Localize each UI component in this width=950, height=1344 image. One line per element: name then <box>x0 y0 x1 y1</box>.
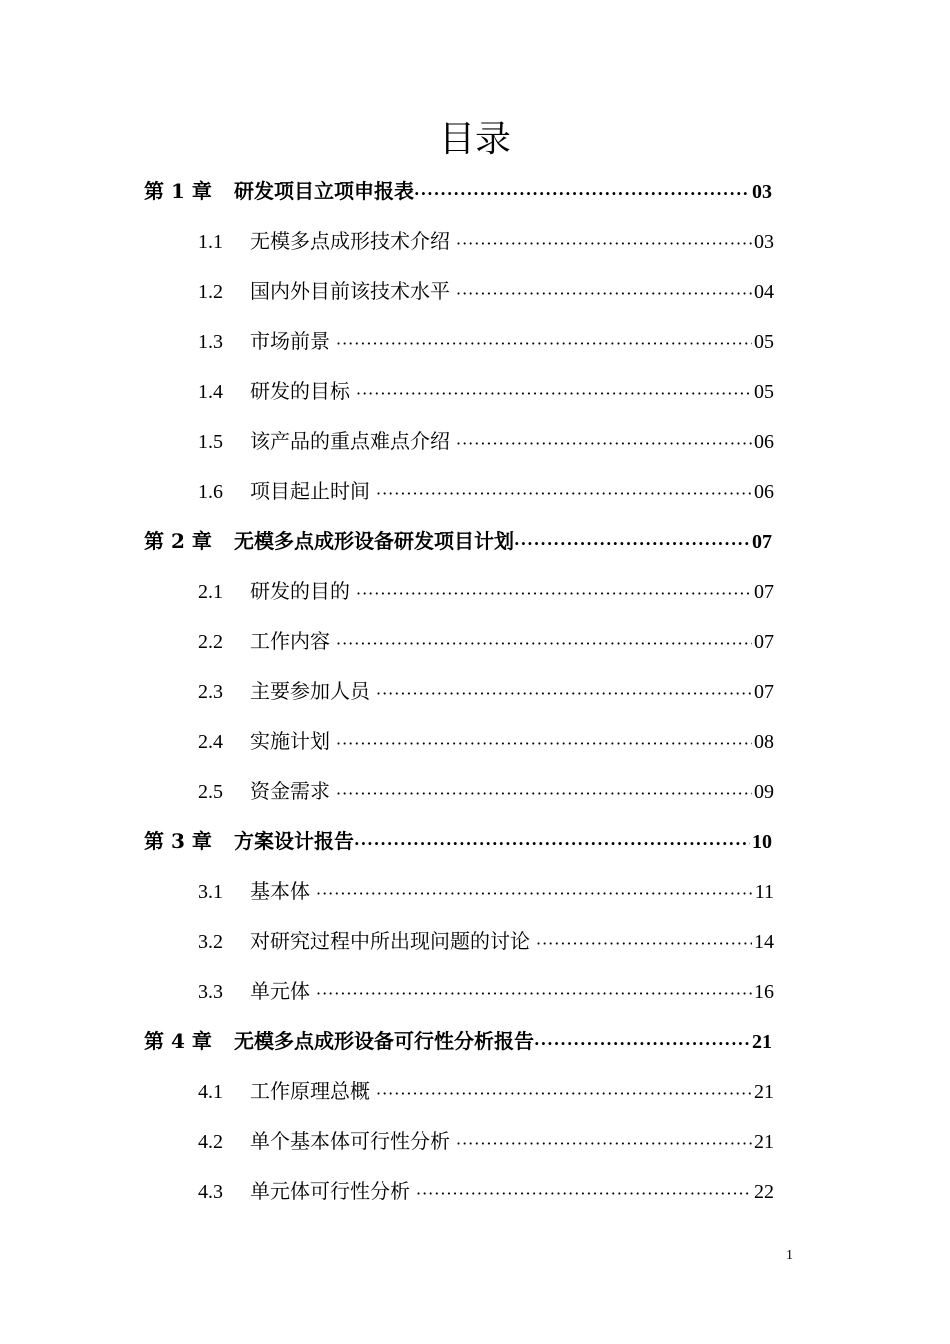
toc-page: 03 <box>754 231 774 253</box>
toc-number: 3.3 <box>198 981 223 1003</box>
dot-leader <box>514 534 750 554</box>
toc-title: 无模多点成形设备可行性分析报告 <box>234 1029 534 1053</box>
dot-leader <box>316 984 752 1004</box>
toc-number: 4.2 <box>198 1131 223 1153</box>
toc-number: 第 1 章 <box>144 179 212 203</box>
toc-number: 1.6 <box>198 481 223 503</box>
toc-page: 06 <box>754 481 774 503</box>
toc-section-1-3[interactable] <box>198 322 774 354</box>
toc-title: 主要参加人员 <box>250 679 370 703</box>
toc-section-1-4[interactable] <box>198 372 774 404</box>
dot-leader <box>336 734 752 754</box>
dot-leader <box>356 584 752 604</box>
toc-title: 研发的目的 <box>250 579 350 603</box>
toc-section-3-3[interactable] <box>198 972 774 1004</box>
toc-title: 无模多点成形设备研发项目计划 <box>234 529 514 553</box>
toc-number: 4.3 <box>198 1181 223 1203</box>
dot-leader <box>316 884 753 904</box>
dot-leader <box>376 1084 752 1104</box>
toc-section-2-5[interactable] <box>198 772 774 804</box>
toc-page: 07 <box>754 681 774 703</box>
dot-leader <box>356 384 752 404</box>
toc-page: 07 <box>754 631 774 653</box>
toc-section-1-2[interactable] <box>198 272 774 304</box>
toc-title: 工作原理总概 <box>250 1079 370 1103</box>
dot-leader <box>336 784 752 804</box>
toc-page: 16 <box>754 981 774 1003</box>
toc-title: 国内外目前该技术水平 <box>250 279 450 303</box>
dot-leader <box>456 1134 752 1154</box>
toc-number: 第 4 章 <box>144 1029 212 1053</box>
toc-page: 21 <box>752 1031 772 1053</box>
toc-number: 3.1 <box>198 881 223 903</box>
dot-leader <box>414 184 750 204</box>
toc-section-1-1[interactable] <box>198 222 774 254</box>
toc-number: 1.1 <box>198 231 223 253</box>
toc-page: 22 <box>754 1181 774 1203</box>
toc-section-4-3[interactable] <box>198 1172 774 1204</box>
toc-section-1-5[interactable] <box>198 422 774 454</box>
toc-title: 工作内容 <box>250 629 330 653</box>
toc-page: 21 <box>754 1081 774 1103</box>
toc-page: 14 <box>754 931 774 953</box>
toc-title: 研发项目立项申报表 <box>234 179 414 203</box>
toc-number: 2.3 <box>198 681 223 703</box>
toc-section-4-2[interactable] <box>198 1122 774 1154</box>
toc-chapter-4[interactable] <box>144 1022 772 1054</box>
dot-leader <box>456 234 752 254</box>
dot-leader <box>534 1034 750 1054</box>
toc-number: 第 3 章 <box>144 829 212 853</box>
toc-chapter-1[interactable] <box>144 172 772 204</box>
toc-section-3-1[interactable] <box>198 872 774 904</box>
toc-title: 资金需求 <box>250 779 330 803</box>
toc-number: 4.1 <box>198 1081 223 1103</box>
page-number: 1 <box>786 1248 793 1263</box>
toc-section-1-6[interactable] <box>198 472 774 504</box>
toc-page: 07 <box>752 531 772 553</box>
dot-leader <box>456 434 752 454</box>
dot-leader <box>336 634 752 654</box>
toc-number: 1.4 <box>198 381 223 403</box>
toc-chapter-3[interactable] <box>144 822 772 854</box>
toc-number: 1.2 <box>198 281 223 303</box>
toc-title: 无模多点成形技术介绍 <box>250 229 450 253</box>
dot-leader <box>376 684 752 704</box>
toc-number: 2.2 <box>198 631 223 653</box>
toc-page: 05 <box>754 331 774 353</box>
toc-title: 该产品的重点难点介绍 <box>250 429 450 453</box>
toc-number: 3.2 <box>198 931 223 953</box>
dot-leader <box>416 1184 752 1204</box>
toc-title: 单元体可行性分析 <box>250 1179 410 1203</box>
page-title: 目录 <box>438 119 511 160</box>
toc-page: 06 <box>754 431 774 453</box>
dot-leader <box>336 334 752 354</box>
toc-number: 2.5 <box>198 781 223 803</box>
dot-leader <box>354 834 750 854</box>
toc-page: 10 <box>752 831 772 853</box>
toc-title: 研发的目标 <box>250 379 350 403</box>
toc-title: 基本体 <box>250 879 310 903</box>
toc-section-3-2[interactable] <box>198 922 774 954</box>
toc-section-2-2[interactable] <box>198 622 774 654</box>
toc-title: 对研究过程中所出现问题的讨论 <box>250 929 530 953</box>
toc-title: 方案设计报告 <box>234 829 354 853</box>
toc-number: 第 2 章 <box>144 529 212 553</box>
toc-chapter-2[interactable] <box>144 522 772 554</box>
toc-page: 08 <box>754 731 774 753</box>
toc-section-4-1[interactable] <box>198 1072 774 1104</box>
dot-leader <box>376 484 752 504</box>
toc-page: 07 <box>754 581 774 603</box>
toc-section-2-4[interactable] <box>198 722 774 754</box>
toc-page: 05 <box>754 381 774 403</box>
toc-page: 09 <box>754 781 774 803</box>
toc-page: 11 <box>754 881 774 903</box>
toc-number: 2.1 <box>198 581 223 603</box>
toc-section-2-3[interactable] <box>198 672 774 704</box>
toc-title: 实施计划 <box>250 729 330 753</box>
toc-page: 21 <box>754 1131 774 1153</box>
toc-page: 03 <box>752 181 772 203</box>
toc-title: 市场前景 <box>250 329 330 353</box>
toc-section-2-1[interactable] <box>198 572 774 604</box>
dot-leader <box>456 284 752 304</box>
toc-title: 单个基本体可行性分析 <box>250 1129 450 1153</box>
toc-title: 单元体 <box>250 979 310 1003</box>
toc-number: 1.5 <box>198 431 223 453</box>
dot-leader <box>536 934 752 954</box>
toc-number: 2.4 <box>198 731 223 753</box>
toc-number: 1.3 <box>198 331 223 353</box>
toc-title: 项目起止时间 <box>250 479 370 503</box>
toc-page: 04 <box>754 281 774 303</box>
